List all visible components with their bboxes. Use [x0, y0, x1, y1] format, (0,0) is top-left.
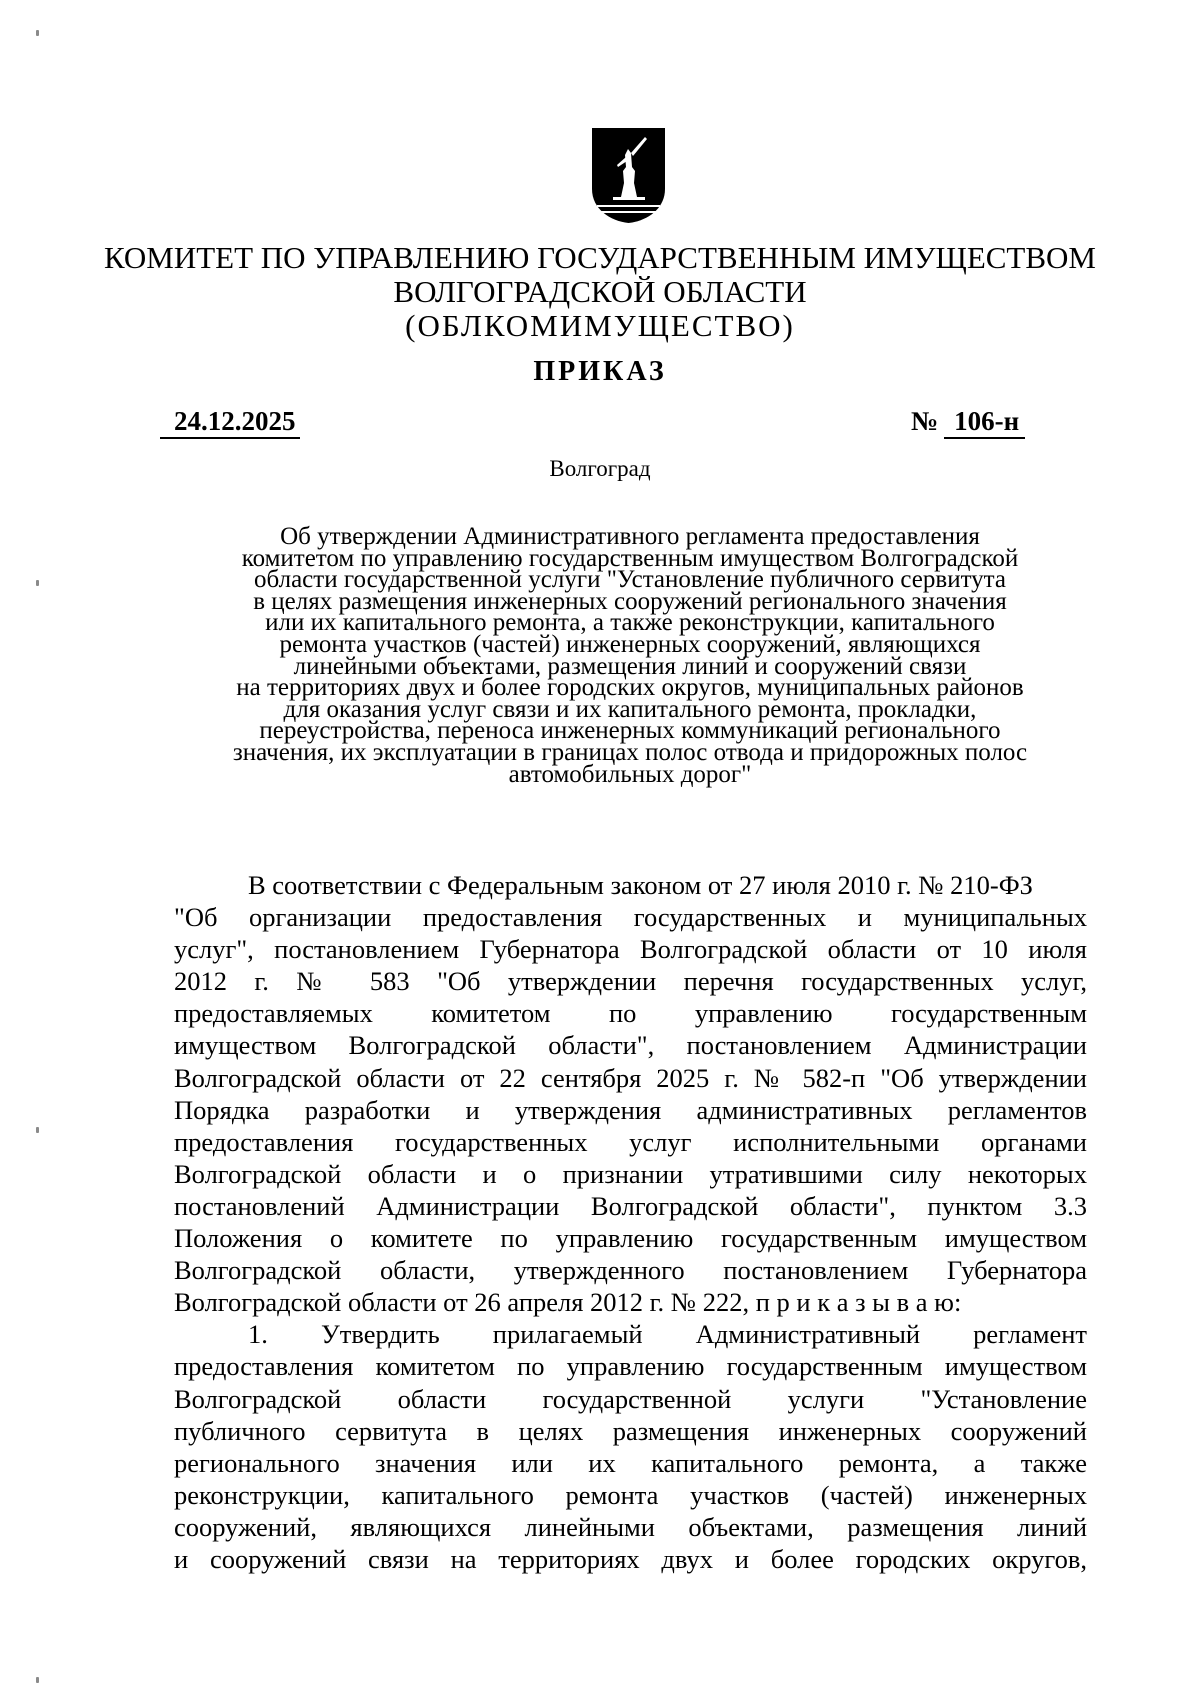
title-line: в целях размещения инженерных сооружений регионального значения — [253, 587, 1007, 615]
org-name-line-1: КОМИТЕТ ПО УПРАВЛЕНИЮ ГОСУДАРСТВЕННЫМ ИМУЩЕСТВОМ — [103, 240, 1096, 275]
document-body — [174, 869, 1087, 1575]
title-line: значения, их эксплуатации в границах полос отвода и придорожных полос — [232, 738, 1028, 766]
body-line: Волгоградской области государственной услуги "Установление — [174, 1383, 1087, 1414]
body-line: Волгоградской области и о признании утратившими силу некоторых — [174, 1158, 1087, 1189]
body-line: В соответствии с Федеральным законом от 27 июля 2010 г. № 210-ФЗ — [248, 870, 1033, 900]
body-line: предоставления государственных услуг исполнительными органами — [174, 1126, 1087, 1157]
document-date: 24.12.2025 — [160, 405, 300, 439]
body-line: 1. Утвердить прилагаемый Административный регламент — [248, 1319, 1087, 1350]
title-line: области государственной услуги "Установление публичного сервитута — [254, 566, 1006, 594]
body-line: предоставляемых комитетом по управлению государственным — [174, 998, 1087, 1029]
body-line: "Об организации предоставления государственных и муниципальных — [174, 902, 1087, 933]
title-line: комитетом по управлению государственным имуществом Волгоградской — [241, 544, 1019, 572]
title-line: для оказания услуг связи и их капитального ремонта, прокладки, — [283, 695, 977, 723]
body-line: предоставления комитетом по управлению государственным имуществом — [174, 1351, 1087, 1382]
scan-mark — [36, 1677, 39, 1683]
scan-mark — [36, 30, 39, 36]
body-line: имуществом Волгоградской области", постановлением Администрации — [174, 1030, 1087, 1061]
title-line: на территориях двух и более городских округов, муниципальных районов — [236, 674, 1024, 702]
body-line: Порядка разработки и утверждения административных регламентов — [174, 1094, 1087, 1125]
number-sign: № — [911, 406, 939, 436]
document-number — [911, 405, 1025, 439]
body-line: услуг", постановлением Губернатора Волгоградской области от 10 июля — [174, 934, 1087, 965]
title-line: линейными объектами, размещения линий и сооружений связи — [293, 652, 967, 680]
org-short-name: (ОБЛКОМИМУЩЕСТВО) — [405, 308, 795, 343]
body-line: Волгоградской области от 26 апреля 2012 г. № 222, п р и к а з ы в а ю: — [174, 1287, 962, 1318]
body-line: публичного сервитута в целях размещения инженерных сооружений — [174, 1415, 1087, 1446]
title-line: ремонта участков (частей) инженерных сооружений, являющихся — [279, 630, 981, 658]
city-name: Волгоград — [549, 456, 651, 481]
title-line: автомобильных дорог" — [508, 760, 752, 788]
body-line: реконструкции, капитального ремонта участков (частей) инженерных — [174, 1479, 1087, 1510]
body-line: регионального значения или их капитального ремонта, а также — [174, 1447, 1087, 1478]
coat-of-arms-emblem — [591, 127, 666, 224]
document-title — [175, 523, 1085, 788]
body-line: сооружений, являющихся линейными объектами, размещения линий — [174, 1511, 1087, 1542]
body-line: постановлений Администрации Волгоградской области", пунктом 3.3 — [174, 1190, 1087, 1221]
scan-mark — [36, 580, 39, 586]
body-line: Волгоградской области от 22 сентября 2025 г. № 582-п "Об утверждении — [174, 1062, 1087, 1093]
number-value: 106-н — [944, 405, 1025, 439]
body-line: Положения о комитете по управлению государственным имуществом — [174, 1223, 1087, 1254]
body-line: 2012 г. № 583 "Об утверждении перечня государственных услуг, — [174, 966, 1087, 997]
title-line: Об утверждении Административного регламента предоставления — [280, 523, 980, 550]
body-line: Волгоградской области, утвержденного постановлением Губернатора — [174, 1255, 1087, 1286]
scan-mark — [36, 1127, 39, 1133]
document-type: ПРИКАЗ — [533, 356, 667, 387]
title-line: или их капитального ремонта, а также реконструкции, капитального — [265, 609, 995, 637]
org-name-line-2: ВОЛГОГРАДСКОЙ ОБЛАСТИ — [393, 274, 807, 309]
title-line: переустройства, переноса инженерных коммуникаций регионального — [259, 717, 1001, 745]
body-line: и сооружений связи на территориях двух и более городских округов, — [174, 1543, 1087, 1574]
